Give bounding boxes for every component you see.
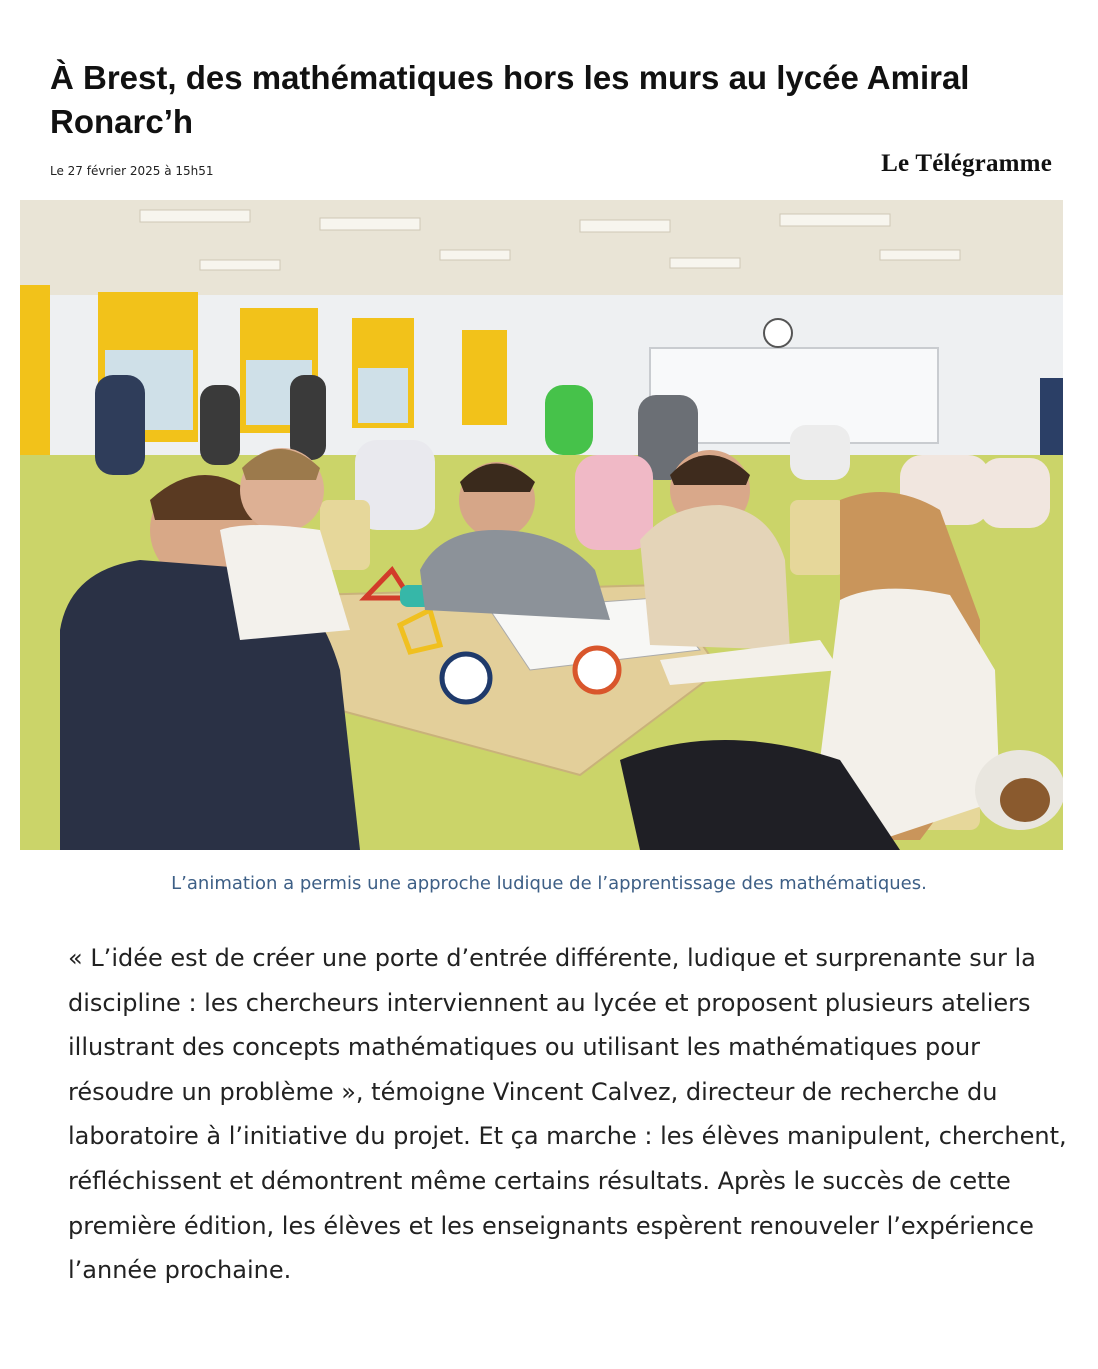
article-headline: À Brest, des mathématiques hors les murs au lycée Amiral Ronarc’h: [50, 59, 970, 140]
article-photo: [20, 200, 1063, 850]
photo-caption: L’animation a permis une approche ludique de l’apprentissage des mathématiques.: [171, 873, 927, 894]
source-logo: Le Télégramme: [881, 150, 1052, 177]
article-paragraph: « L’idée est de créer une porte d’entrée différente, ludique et surprenante sur la discipline : les chercheurs interviennent au lycée et proposent plusieurs ateliers illustrant des concepts mathématiques ou utilisant les mathématiques pour résoudre un problème », témoigne Vincent Calvez, directeur de recherche du laboratoire à l’initiative du projet. Et ça marche : les élèves manipulent, cherchent, réfléchissent et démontrent même certains résultats. Après le succès de cette première édition, les élèves et les enseignants espèrent renouveler l’expérience l’année prochaine.: [68, 944, 1067, 1285]
publication-date: Le 27 février 2025 à 15h51: [50, 164, 214, 178]
